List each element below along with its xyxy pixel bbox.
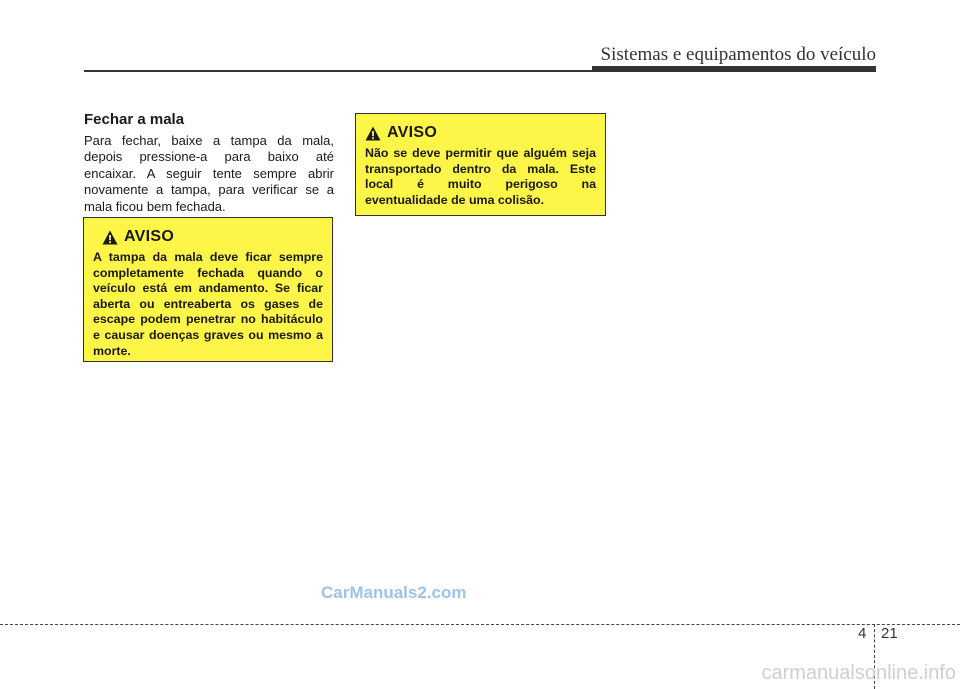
watermark-link[interactable]: CarManuals2.com — [321, 583, 467, 602]
warning-box-trunk-lid — [83, 217, 333, 362]
footer-divider — [0, 624, 960, 625]
warning-triangle-icon — [365, 126, 381, 141]
page-header-title: Sistemas e equipamentos do veículo — [600, 44, 876, 65]
section-body-text: Para fechar, baixe a tampa da mala, depois pressione-a para baixo até encaixar. A seguir tente sempre abrir novamente a tampa, para verificar se a mala ficou bem fechada. — [84, 133, 334, 214]
site-footer-watermark: carmanualsonline.info — [761, 662, 956, 684]
warning-title-row — [365, 120, 596, 146]
warning-text: Não se deve permitir que alguém seja transportado dentro da mala. Este local é muito perigoso na eventualidade de uma colisão. — [365, 146, 596, 207]
warning-title-row — [93, 224, 323, 250]
warning-title: AVISO — [387, 124, 438, 141]
page-number: 21 — [881, 625, 898, 642]
warning-box-trunk-passenger — [355, 113, 606, 216]
section-heading: Fechar a mala — [84, 111, 185, 128]
warning-triangle-icon — [102, 230, 118, 245]
header-rule-accent — [592, 66, 876, 72]
warning-text: A tampa da mala deve ficar sempre completamente fechada quando o veículo está em andamento. Se ficar aberta ou entreaberta os gases de escape podem penetrar no habitáculo e causar doenças graves ou mesmo a morte. — [93, 250, 323, 358]
warning-title: AVISO — [124, 228, 175, 245]
chapter-number: 4 — [858, 625, 867, 642]
